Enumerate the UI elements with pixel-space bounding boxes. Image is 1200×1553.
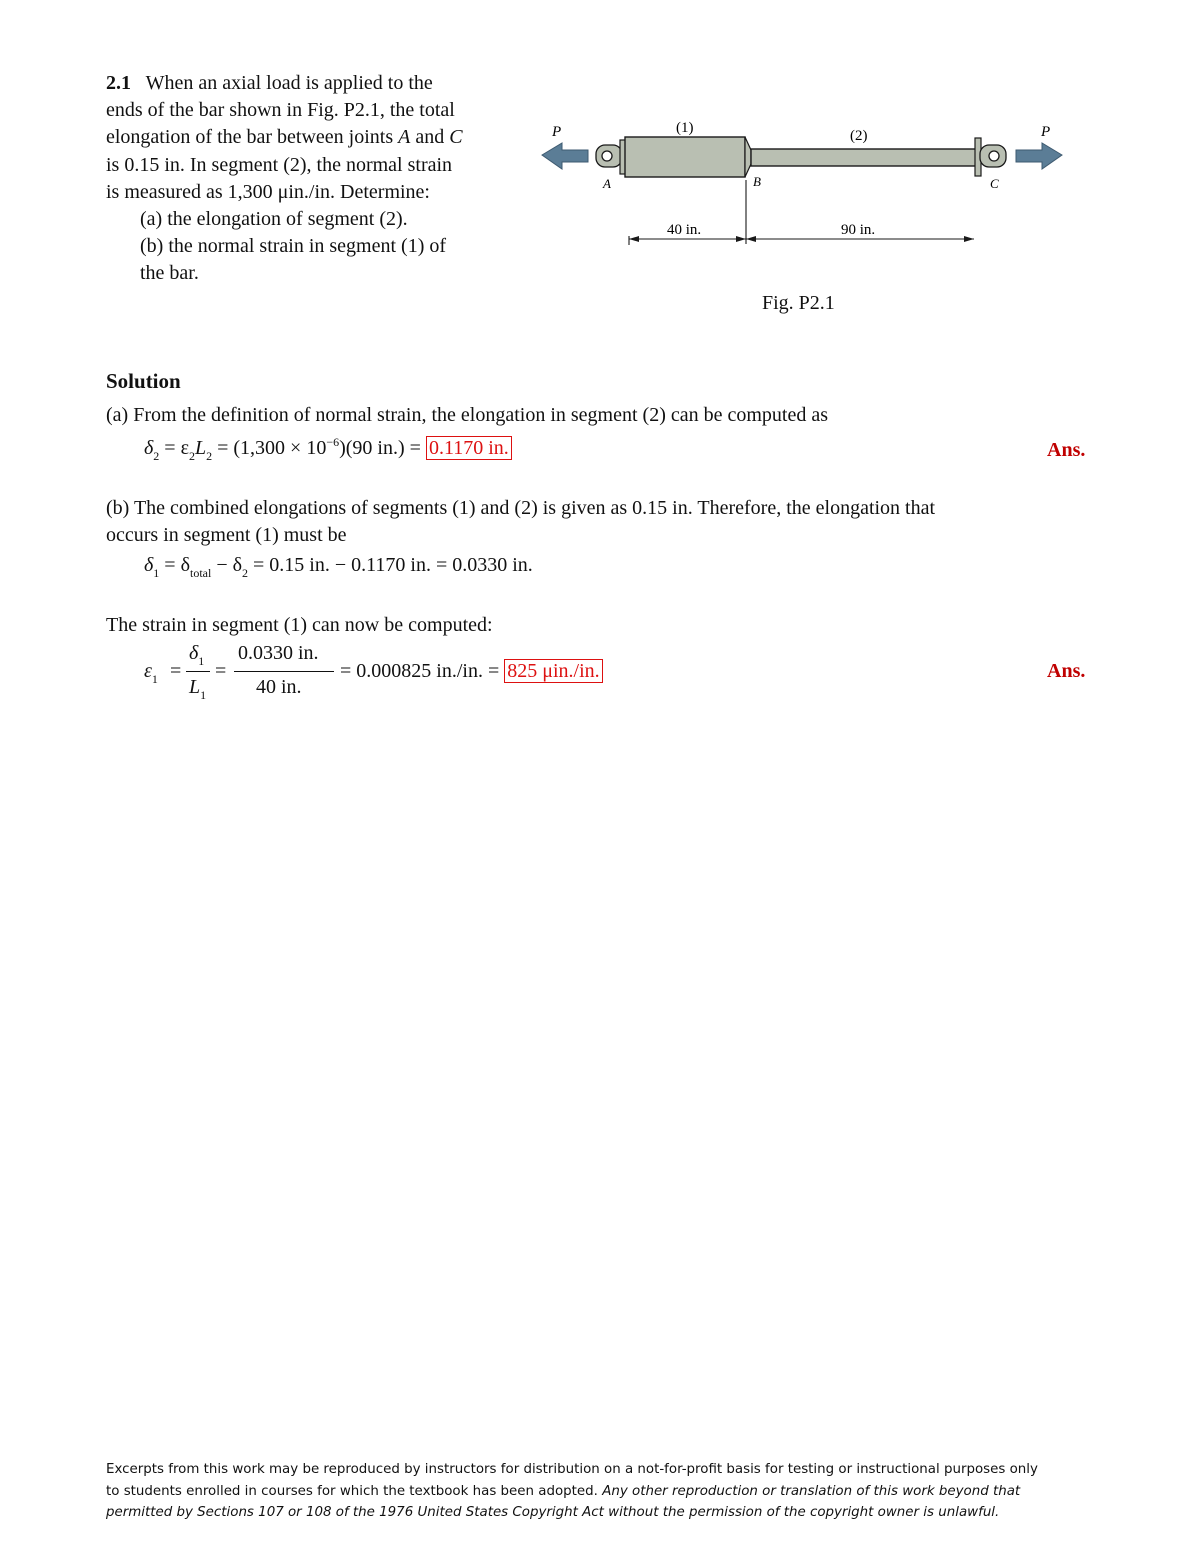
- bar-figure: [536, 108, 1076, 258]
- joint-c-label: C: [990, 176, 999, 191]
- eq-sign-1: =: [170, 660, 182, 682]
- joint-b-label: B: [753, 174, 761, 189]
- solution-heading: Solution: [106, 369, 181, 393]
- right-load-label: P: [1041, 124, 1051, 140]
- equation-c-rest: = 0.000825 in./in. = 825 μin./in.: [340, 660, 603, 683]
- problem-line-4: is 0.15 in. In segment (2), the normal strain: [106, 153, 453, 176]
- copyright-footer: [106, 1459, 1096, 1524]
- frac2-bar: [234, 671, 334, 672]
- strain-line: The strain in segment (1) can now be computed:: [106, 614, 493, 636]
- equation-a: $\delta_2 = \varepsilon_2L_2 = (1,300 \times 10^{-6})(90$ in.) = 0.1170 in.: [144, 437, 512, 460]
- ans-label-a: Ans.: [1047, 439, 1086, 461]
- problem-number: 2.1: [106, 72, 131, 94]
- segment-2: [751, 149, 977, 166]
- answer-a-box: 0.1170 in.: [426, 436, 512, 460]
- problem-line-2: ends of the bar shown in Fig. P2.1, the total: [106, 99, 455, 122]
- eps-symbol: $\varepsilon_1$: [144, 660, 158, 686]
- problem-statement: [106, 70, 530, 288]
- left-load-label: P: [552, 124, 562, 140]
- segment-1-label: (1): [676, 120, 694, 136]
- equation-b: $\delta_1 = \delta_{total} - \delta_2 = 0.15$ in. − 0.1170 in. = 0.0330 in.: [144, 554, 533, 580]
- solution-b-line-2: occurs in segment (1) must be: [106, 524, 347, 546]
- solution-a-text: (a) From the definition of normal strain, the elongation in segment (2) can be computed as: [106, 404, 829, 426]
- taper: [745, 137, 751, 177]
- dim-90-label: 90 in.: [841, 222, 876, 238]
- problem-line-3: elongation of the bar between joints A and C: [106, 126, 463, 149]
- ans-label-b: Ans.: [1047, 660, 1086, 682]
- dim-40-label: 40 in.: [667, 222, 702, 238]
- joint-a-label: A: [603, 176, 611, 191]
- right-pin: [989, 151, 999, 161]
- answer-b-box: 825 μin./in.: [504, 659, 602, 683]
- problem-line-1: When an axial load is applied to the: [145, 72, 433, 94]
- solution-b-line-1: (b) The combined elongations of segments (1) and (2) is given as 0.15 in. Therefore, the elongation that: [106, 497, 936, 519]
- figure-caption: Fig. P2.1: [762, 292, 835, 314]
- problem-part-a: (a) the elongation of segment (2).: [140, 208, 408, 231]
- problem-line-5: is measured as 1,300 μin./in. Determine:: [106, 180, 430, 203]
- footer-line-2: to students enrolled in courses for which the textbook has been adopted. Any other reproduction or translation of this work beyond that: [106, 1483, 1021, 1499]
- eq-sign-2: =: [215, 660, 227, 682]
- footer-line-3: permitted by Sections 107 or 108 of the 1976 United States Copyright Act without the permission of the copyright owner is unlawful.: [106, 1505, 1000, 1520]
- problem-part-b-cont: the bar.: [140, 262, 199, 285]
- problem-part-b: (b) the normal strain in segment (1) of: [140, 235, 447, 258]
- left-pin: [602, 151, 612, 161]
- frac2-num: 0.0330 in.: [238, 642, 319, 664]
- right-load-arrow: [1016, 143, 1062, 169]
- segment-1: [625, 137, 745, 177]
- left-load-arrow: [542, 143, 588, 169]
- footer-line-1: Excerpts from this work may be reproduced by instructors for distribution on a not-for-profit basis for testing or instructional purposes only: [106, 1462, 1038, 1477]
- frac1-num: $\delta_1$: [189, 642, 205, 668]
- frac1-den: $L_1$: [189, 676, 207, 702]
- frac2-den: 40 in.: [256, 676, 302, 698]
- segment-2-label: (2): [850, 128, 868, 144]
- frac1-bar: [186, 671, 210, 672]
